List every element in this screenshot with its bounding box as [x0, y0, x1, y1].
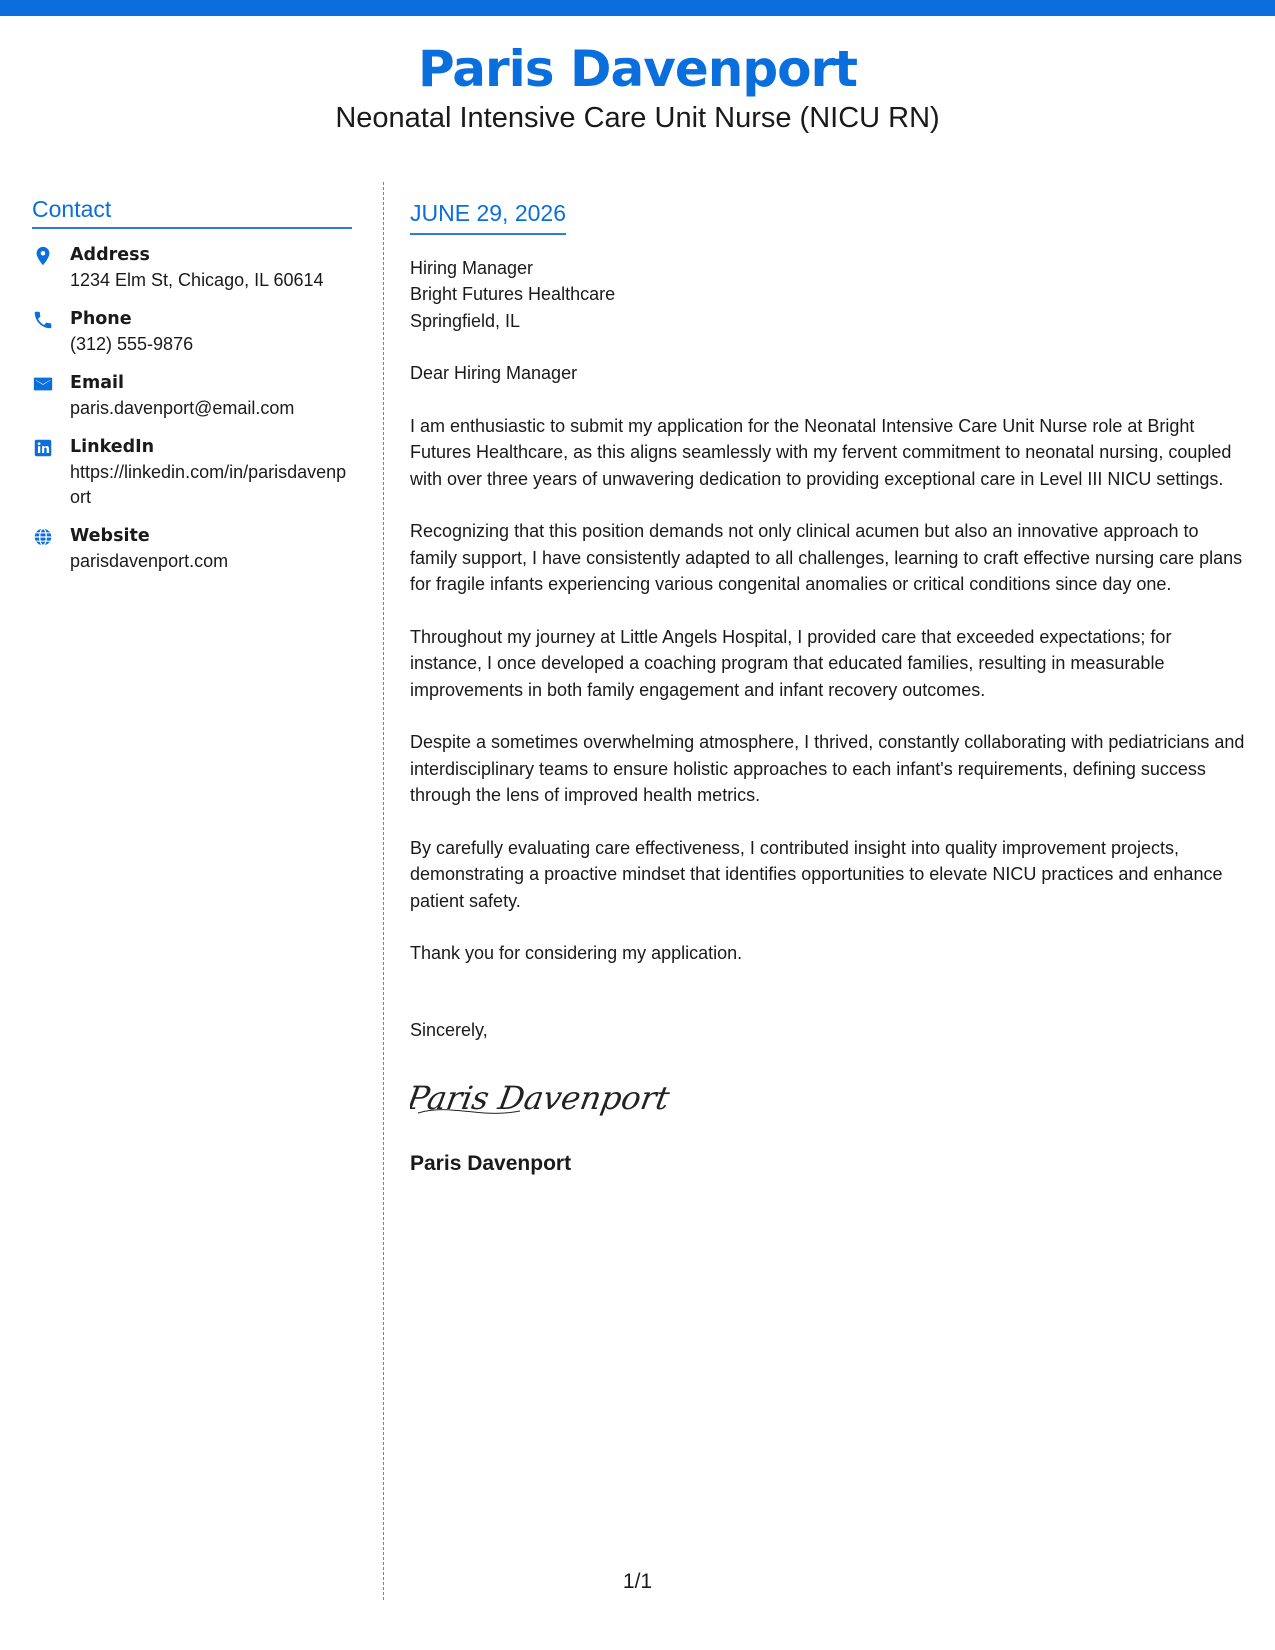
- website-value[interactable]: parisdavenport.com: [70, 551, 229, 571]
- svg-text:Paris Davenport: Paris Davenport: [410, 1079, 673, 1117]
- contact-sidebar: [32, 196, 352, 574]
- address-value: 1234 Elm St, Chicago, IL 60614: [70, 270, 324, 290]
- contact-heading: Contact: [32, 196, 352, 229]
- closing: Sincerely,: [410, 1019, 488, 1040]
- contact-phone: [32, 307, 352, 357]
- page-number: 1/1: [622, 1570, 653, 1593]
- body-paragraph: I am enthusiastic to submit my application for the Neonatal Intensive Care Unit Nurse role at Bright Futures Healthcare, as this aligns seamlessly with my fervent commitment to neonatal nursing, coupled with over three years of unwavering dedication to providing exceptional care in Level III NICU settings.: [410, 415, 1232, 489]
- recipient-line: Springfield, IL: [410, 310, 521, 331]
- linkedin-icon: [32, 437, 54, 459]
- contact-email: [32, 371, 352, 421]
- recipient-line: Hiring Manager: [410, 257, 534, 278]
- body-paragraph: Despite a sometimes overwhelming atmosphere, I thrived, constantly collaborating with pediatricians and interdisciplinary teams to ensure holistic approaches to each infant's requirements, defining success through the lens of improved health metrics.: [410, 732, 1245, 805]
- body-paragraph: By carefully evaluating care effectiveness, I contributed insight into quality improvement projects, demonstrating a proactive mindset that identifies opportunities to elevate NICU practices and enhance patient safety.: [410, 837, 1223, 911]
- job-title: Neonatal Intensive Care Unit Nurse (NICU RN): [335, 102, 940, 134]
- website-label: Website: [70, 526, 150, 546]
- contact-address: [32, 243, 352, 293]
- body-paragraph: Throughout my journey at Little Angels Hospital, I provided care that exceeded expectations; for instance, I once developed a coaching program that educated families, resulting in measurable improvements in both family engagement and infant recovery outcomes.: [410, 626, 1172, 700]
- letter-body: [410, 200, 1245, 1178]
- linkedin-label: LinkedIn: [70, 437, 155, 457]
- contact-linkedin: [32, 435, 352, 510]
- letter-date: JUNE 29, 2026: [410, 200, 566, 235]
- column-divider: [383, 182, 384, 1600]
- applicant-name: Paris Davenport: [417, 40, 858, 98]
- contact-website: [32, 524, 352, 574]
- address-label: Address: [70, 245, 150, 265]
- email-label: Email: [70, 373, 124, 393]
- phone-value: (312) 555-9876: [70, 334, 194, 354]
- body-paragraph: Thank you for considering my application.: [410, 943, 743, 963]
- top-accent-bar: [0, 0, 1275, 16]
- email-icon: [32, 373, 54, 395]
- body-paragraph: Recognizing that this position demands not only clinical acumen but also an innovative approach to family support, I have consistently adapted to all challenges, learning to craft effective nursing care plans for fragile infants experiencing various congenital anomalies or critical conditions since day one.: [410, 521, 1243, 594]
- location-pin-icon: [32, 245, 54, 267]
- globe-icon: [32, 526, 54, 548]
- phone-label: Phone: [70, 309, 132, 329]
- greeting: Dear Hiring Manager: [410, 363, 578, 383]
- recipient-line: Bright Futures Healthcare: [410, 284, 616, 304]
- signed-name: Paris Davenport: [410, 1152, 572, 1175]
- phone-icon: [32, 309, 54, 331]
- email-value: paris.davenport@email.com: [70, 398, 295, 418]
- recipient-block: [410, 255, 1245, 335]
- handwritten-signature: [410, 1073, 1245, 1123]
- linkedin-value[interactable]: https://linkedin.com/in/parisdavenport: [70, 462, 347, 507]
